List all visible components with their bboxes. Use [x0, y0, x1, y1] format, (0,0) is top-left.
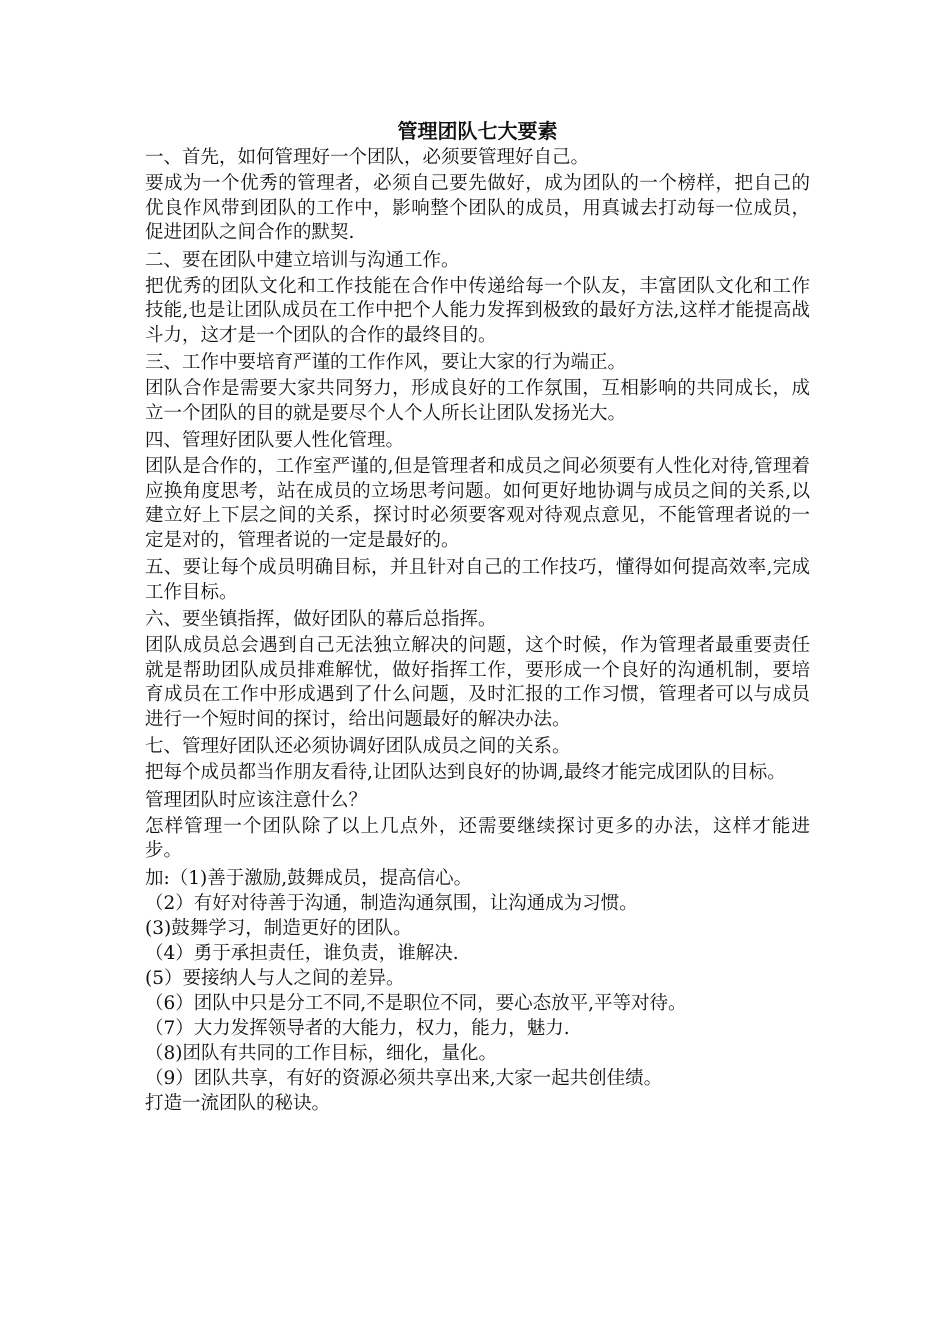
- section-2-heading: 二、要在团队中建立培训与沟通工作。: [145, 249, 460, 271]
- section-5-heading: 五、要让每个成员明确目标，并且针对自己的工作技巧，懂得如何提高效率,完成工作目标。: [145, 557, 810, 603]
- tip-item: （4）勇于承担责任，谁负责，谁解决.: [145, 942, 459, 964]
- section-4-heading: 四、管理好团队要人性化管理。: [145, 430, 405, 451]
- tip-item: （2）有好对待善于沟通，制造沟通氛围，让沟通成为习惯。: [145, 892, 638, 914]
- tip-item: （7）大力发挥领导者的大能力，权力，能力，魅力.: [145, 1017, 570, 1039]
- section-3-heading: 三、工作中要培育严谨的工作作风，要让大家的行为端正。: [145, 352, 627, 373]
- section-7-body: 把每个成员都当作朋友看待,让团队达到良好的协调,最终才能完成团队的目标。: [145, 762, 786, 783]
- tip-item: (3)鼓舞学习，制造更好的团队。: [145, 917, 412, 939]
- section-2-body: 把优秀的团队文化和工作技能在合作中传递给每一个队友，丰富团队文化和工作技能,也是让团队成员在工作中把个人能力发挥到极致的最好方法,这样才能提高战斗力，这才是一个团队的合作的最终目的。: [145, 275, 810, 346]
- section-6-heading: 六、要坐镇指挥，做好团队的幕后总指挥。: [145, 609, 497, 630]
- document-body: [145, 118, 810, 1117]
- question-heading: 管理团队时应该注意什么？: [145, 789, 368, 811]
- tip-item: 加:（1)善于激励,鼓舞成员，提高信心。: [145, 867, 473, 889]
- section-1-body: 要成为一个优秀的管理者，必须自己要先做好，成为团队的一个榜样，把自己的优良作风带到团队的工作中，影响整个团队的成员，用真诚去打动每一位成员，促进团队之间合作的默契.: [145, 173, 810, 243]
- tip-item: （6）团队中只是分工不同,不是职位不同，要心态放平,平等对待。: [145, 992, 687, 1014]
- section-7-heading: 七、管理好团队还必须协调好团队成员之间的关系。: [145, 736, 571, 757]
- section-4-body: 团队是合作的，工作室严谨的,但是管理者和成员之间必须要有人性化对待,管理着应换角度思考，站在成员的立场思考问题。如何更好地协调与成员之间的关系,以建立好上下层之间的关系，探讨时必须要客观对待观点意见，不能管理者说的一定是对的，管理者说的一定是最好的。: [145, 456, 810, 551]
- answer-paragraph: 怎样管理一个团队除了以上几点外，还需要继续探讨更多的办法，这样才能进步。: [145, 815, 810, 861]
- section-6-body: 团队成员总会遇到自己无法独立解决的问题，这个时候，作为管理者最重要责任就是帮助团队成员排难解忧，做好指挥工作，要形成一个良好的沟通机制，要培育成员在工作中形成遇到了什么问题，及时汇报的工作习惯，管理者可以与成员进行一个短时间的探讨，给出问题最好的解决办法。: [145, 635, 810, 730]
- tip-item: (5）要接纳人与人之间的差异。: [145, 967, 405, 989]
- tip-item: （8)团队有共同的工作目标，细化，量化。: [145, 1042, 497, 1064]
- section-3-body: 团队合作是需要大家共同努力，形成良好的工作氛围，互相影响的共同成长，成立一个团队的目的就是要尽个人个人所长让团队发扬光大。: [145, 378, 810, 424]
- document-title: 管理团队七大要素: [397, 119, 558, 143]
- tip-item: （9）团队共享，有好的资源必须共享出来,大家一起共创佳绩。: [145, 1067, 663, 1089]
- section-1-heading: 一、首先，如何管理好一个团队，必须要管理好自己。: [145, 147, 590, 168]
- closing-line: 打造一流团队的秘诀。: [145, 1092, 331, 1114]
